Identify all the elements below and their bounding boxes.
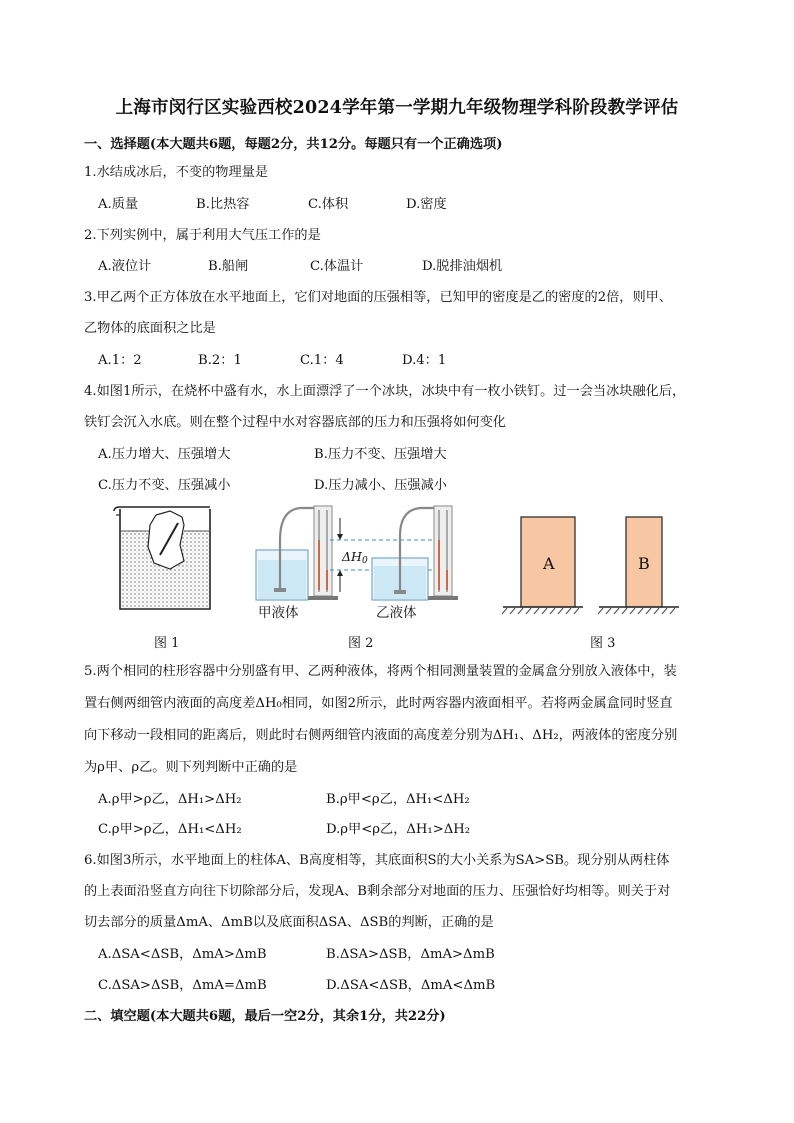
q1-option-c: C.体积 (308, 197, 349, 212)
q3-stem-line1: 3.甲乙两个正方体放在水平地面上，它们对地面的压强相等，已知甲的密度是乙的密度的2倍，则甲、 (84, 290, 673, 305)
q5-stem-line3: 向下移动一段相同的距离后，则此时右侧两细管内液面的高度差分别为ΔH₁、ΔH₂，两液体的密度分别 (84, 728, 678, 743)
block-a-label: A (543, 554, 555, 573)
figure-1-caption: 图 1 (154, 636, 180, 651)
q6-option-a: A.ΔSA<ΔSB，ΔmA>ΔmB (98, 947, 267, 962)
figure-3-caption: 图 3 (590, 636, 616, 651)
q6-option-b: B.ΔSA>ΔSB，ΔmA>ΔmB (326, 947, 495, 962)
q6-option-c: C.ΔSA>ΔSB，ΔmA=ΔmB (98, 978, 267, 993)
q3-option-a: A.1：2 (98, 353, 142, 368)
section2-heading: 二、填空题(本大题共6题，最后一空2分，其余1分，共22分) (84, 1009, 446, 1024)
q4-option-b: B.压力不变、压强增大 (314, 447, 447, 462)
q4-option-d: D.压力减小、压强减小 (314, 478, 447, 493)
page-title: 上海市闵行区实验西校2024学年第一学期九年级物理学科阶段教学评估 (115, 98, 679, 118)
q1-option-d: D.密度 (406, 197, 447, 212)
q5-option-c: C.ρ甲>ρ乙，ΔH₁<ΔH₂ (98, 822, 242, 837)
q5-option-b: B.ρ甲<ρ乙，ΔH₁<ΔH₂ (326, 792, 470, 807)
q3-option-b: B.2：1 (198, 353, 242, 368)
q1-option-b: B.比热容 (196, 197, 250, 212)
q5-stem-line2: 置右侧两细管内液面的高度差ΔH₀相同，如图2所示，此时两容器内液面相平。若将两金属盒同时竖直 (84, 696, 673, 711)
q6-stem-line1: 6.如图3所示，水平地面上的柱体A、B高度相等，其底面积S的大小关系为SA>SB。现分别从两柱体 (84, 853, 670, 868)
figure-3-blocks (495, 512, 695, 622)
q4-option-a: A.压力增大、压强增大 (98, 447, 231, 462)
q3-stem-line2: 乙物体的底面积之比是 (84, 321, 216, 336)
q3-option-c: C.1：4 (300, 353, 344, 368)
section1-heading: 一、选择题(本大题共6题，每题2分，共12分。每题只有一个正确选项) (84, 137, 503, 152)
q2-option-a: A.液位计 (98, 259, 152, 274)
q2-option-c: C.体温计 (310, 259, 364, 274)
liquid-yi-label: 乙液体 (376, 605, 417, 621)
q4-stem-line1: 4.如图1所示，在烧杯中盛有水，水上面漂浮了一个冰块，冰块中有一枚小铁钉。过一会当冰块融化后， (84, 384, 686, 399)
q4-stem-line2: 铁钉会沉入水底。则在整个过程中水对容器底部的压力和压强将如何变化 (84, 415, 506, 430)
q4-option-c: C.压力不变、压强减小 (98, 478, 231, 493)
q2-option-d: D.脱排油烟机 (422, 259, 503, 274)
q5-stem-line1: 5.两个相同的柱形容器中分别盛有甲、乙两种液体，将两个相同测量装置的金属盒分别放入液体中，装 (84, 664, 677, 679)
q6-stem-line3: 切去部分的质量ΔmA、ΔmB以及底面积ΔSA、ΔSB的判断，正确的是 (84, 915, 494, 930)
q5-stem-line4: 为ρ甲、ρ乙。则下列判断中正确的是 (84, 760, 298, 775)
delta-h0-label: $\Delta H_0$ (342, 549, 368, 566)
q6-option-d: D.ΔSA<ΔSB，ΔmA<ΔmB (326, 978, 496, 993)
liquid-jia-label: 甲液体 (258, 605, 299, 621)
q1-option-a: A.质量 (98, 197, 139, 212)
q3-option-d: D.4：1 (402, 353, 447, 368)
q6-stem-line2: 的上表面沿竖直方向往下切除部分后，发现A、B剩余部分对地面的压力、压强恰好均相等。则关于对 (84, 884, 671, 899)
q2-option-b: B.船闸 (208, 259, 249, 274)
block-b-label: B (638, 554, 650, 573)
figure-1-beaker-ice (110, 505, 220, 615)
q5-option-d: D.ρ甲<ρ乙，ΔH₁>ΔH₂ (326, 822, 471, 837)
q1-stem: 1.水结成冰后，不变的物理量是 (84, 165, 269, 180)
figure-2-caption: 图 2 (348, 636, 374, 651)
q5-option-a: A.ρ甲>ρ乙，ΔH₁>ΔH₂ (98, 792, 242, 807)
q2-stem: 2.下列实例中，属于利用大气压工作的是 (84, 228, 321, 243)
